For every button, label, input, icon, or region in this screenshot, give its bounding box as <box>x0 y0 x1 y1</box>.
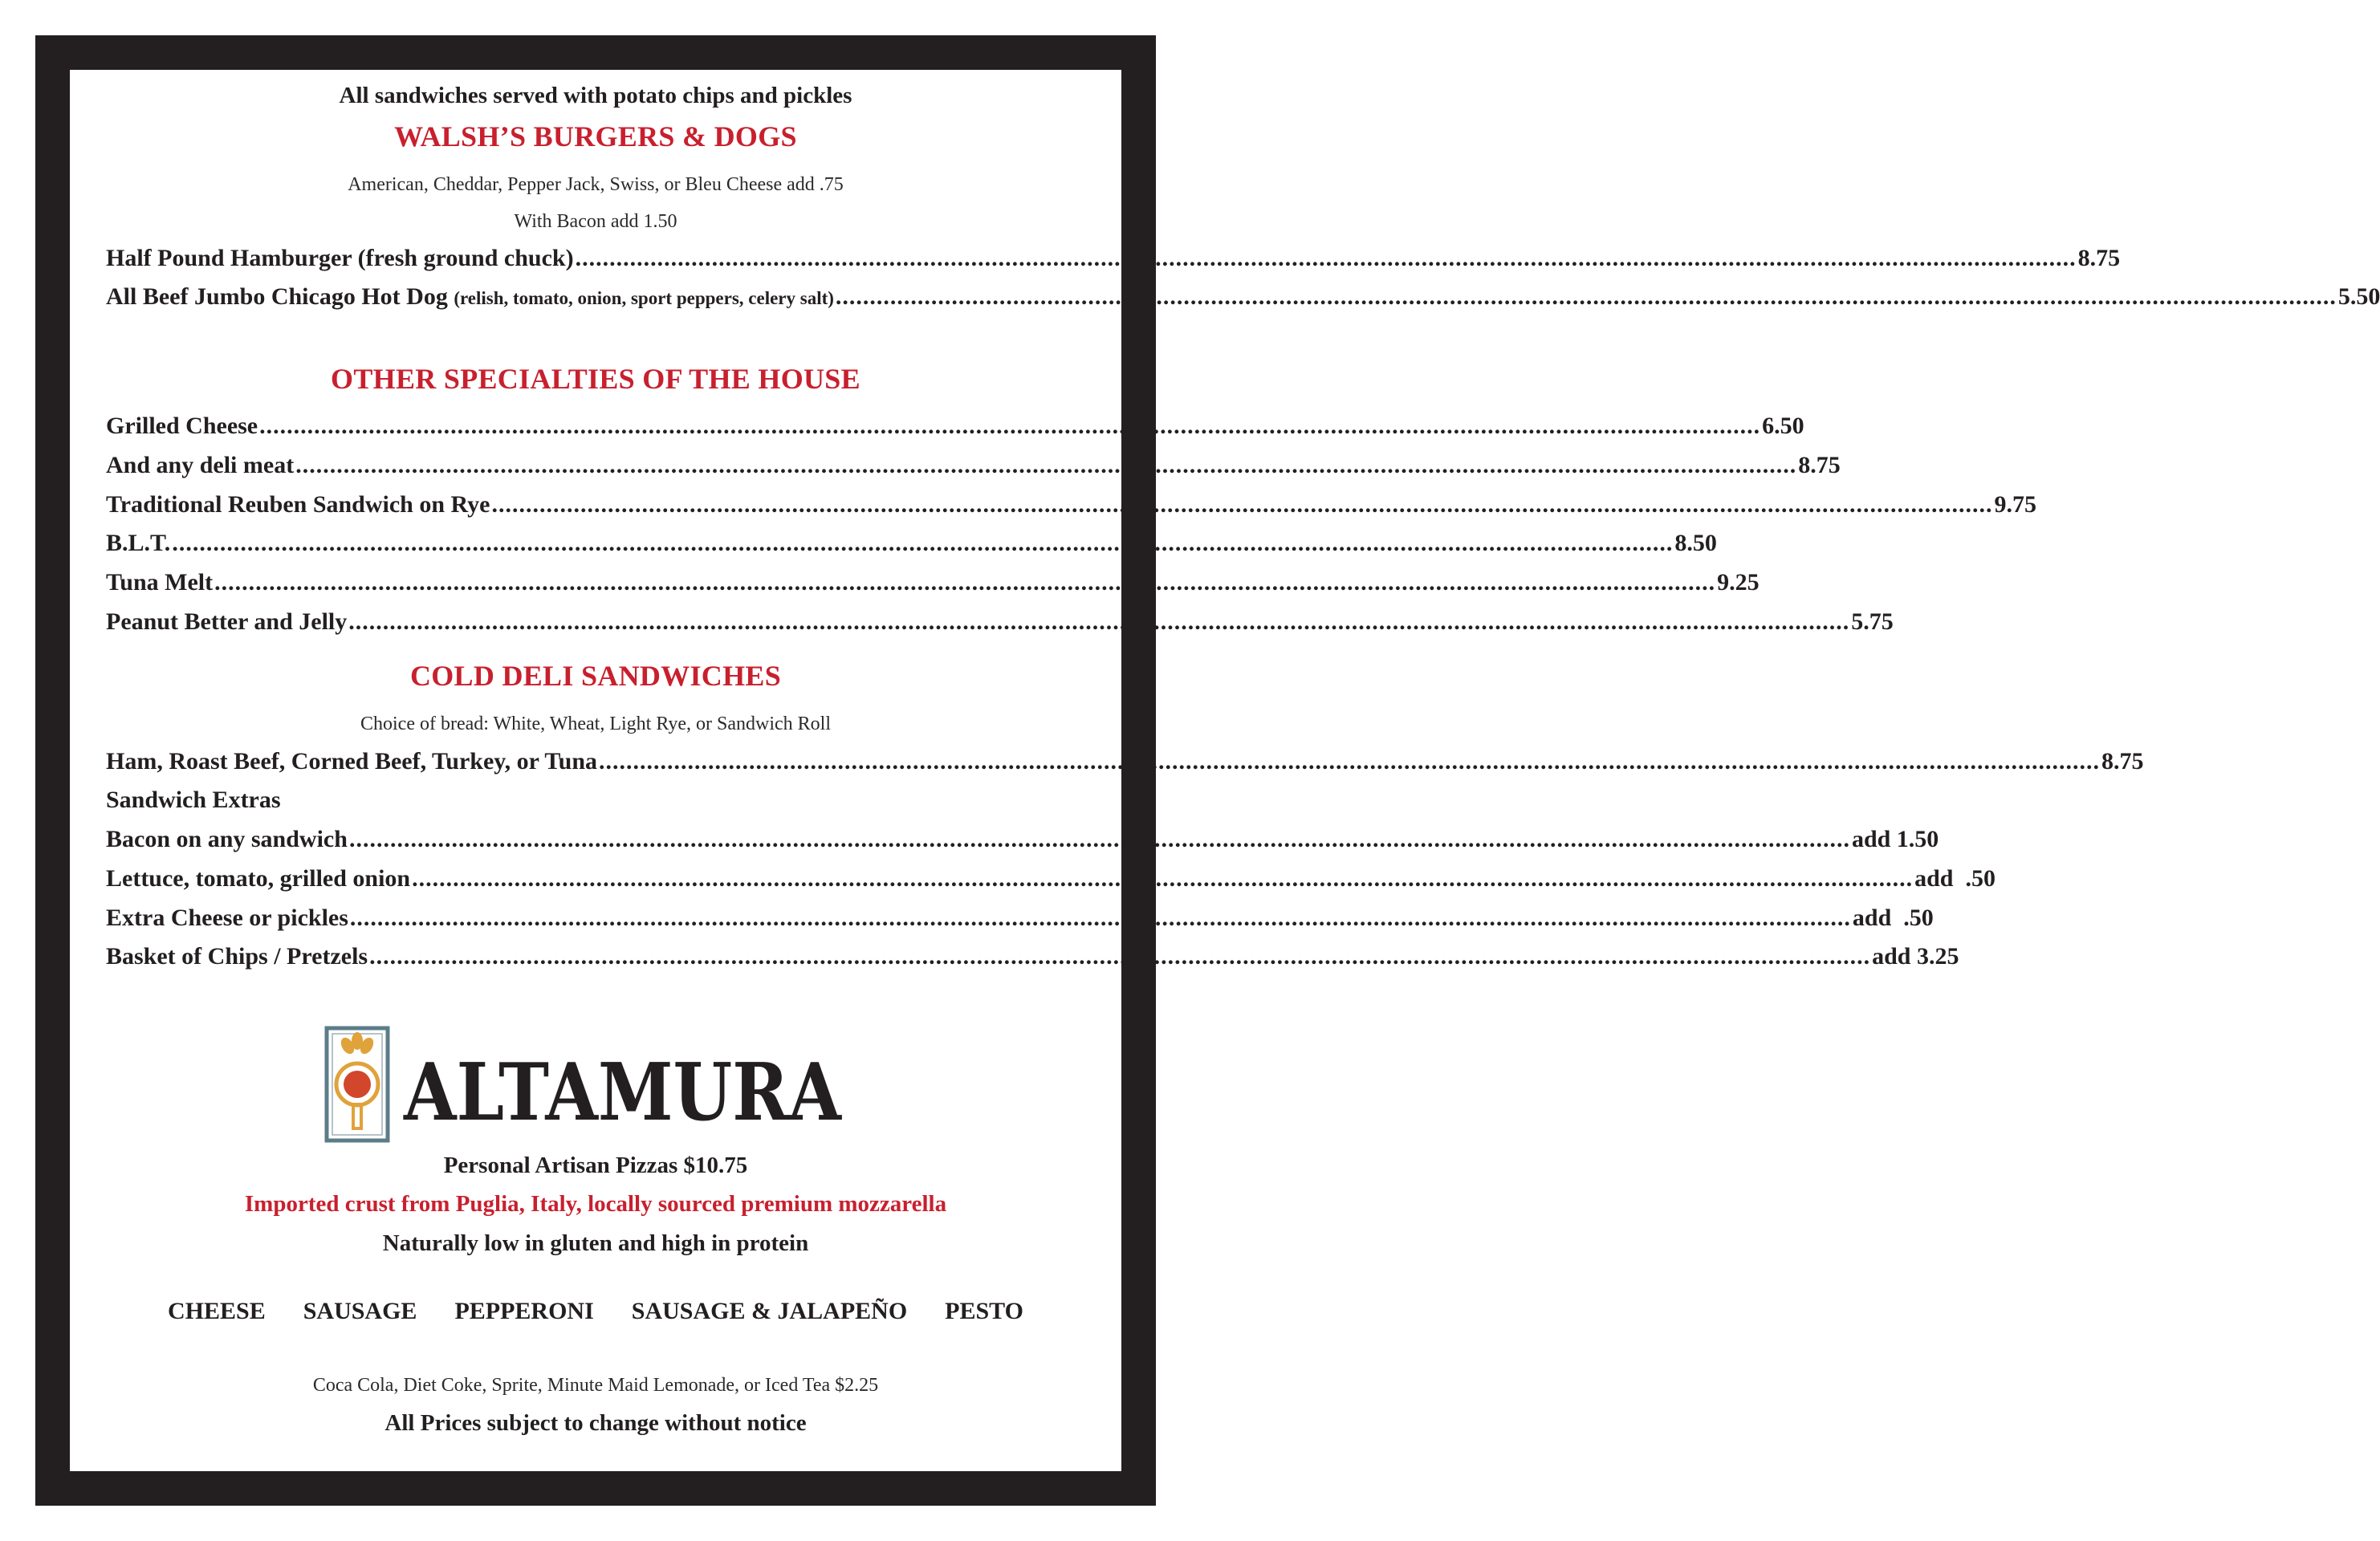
item-name: Basket of Chips / Pretzels <box>106 943 368 970</box>
item-price: 9.75 <box>1994 491 2036 518</box>
flavor-item: PESTO <box>945 1298 1023 1324</box>
item-name: Extra Cheese or pickles <box>106 905 348 931</box>
item-price: 5.75 <box>1851 608 1894 635</box>
item-detail: (relish, tomato, onion, sport peppers, celery salt) <box>454 288 834 308</box>
flavor-item: SAUSAGE & JALAPEÑO <box>631 1298 908 1324</box>
item-name: Tuna Melt <box>106 569 214 596</box>
leader-dots: ............................................................................................................................................................................................................................ <box>349 905 1851 931</box>
altamura-logo <box>323 1025 934 1145</box>
item-name: All Beef Jumbo Chicago Hot Dog <box>106 283 448 310</box>
section-title-specialties: OTHER SPECIALTIES OF THE HOUSE <box>331 363 860 395</box>
item-name: Traditional Reuben Sandwich on Rye <box>106 491 490 518</box>
flavor-item: CHEESE <box>168 1298 266 1324</box>
item-name: And any deli meat <box>106 452 295 478</box>
menu-item <box>106 413 1804 445</box>
menu-item <box>106 530 1717 562</box>
extras-label: Sandwich Extras <box>106 787 281 813</box>
leader-dots: ............................................................................................................................................................................................................................ <box>835 283 2337 310</box>
item-name: Bacon on any sandwich <box>106 826 348 852</box>
item-price: 9.25 <box>1717 569 1760 596</box>
pizza-gluten-line: Naturally low in gluten and high in protein <box>382 1230 809 1256</box>
menu-item <box>106 491 2036 523</box>
menu-item <box>106 283 2380 315</box>
drinks-line: Coca Cola, Diet Coke, Sprite, Minute Maid Lemonade, or Iced Tea $2.25 <box>312 1375 879 1396</box>
bacon-note: With Bacon add 1.50 <box>514 211 677 232</box>
cheese-note: American, Cheddar, Pepper Jack, Swiss, or Bleu Cheese add .75 <box>348 174 844 195</box>
flavor-item: SAUSAGE <box>303 1298 417 1324</box>
leader-dots: ............................................................................................................................................................................................................................ <box>599 748 2100 775</box>
leader-dots: ............................................................................................................................................................................................................................ <box>259 413 1761 439</box>
item-name: Peanut Better and Jelly <box>106 608 348 635</box>
item-price: 8.75 <box>2101 748 2144 775</box>
item-name: Lettuce, tomato, grilled onion <box>106 865 411 892</box>
menu-item <box>106 748 2144 780</box>
leader-dots: ............................................................................................................................................................................................................................ <box>348 608 1850 635</box>
item-price: 8.75 <box>1798 452 1841 478</box>
pizza-price-line: Personal Artisan Pizzas $10.75 <box>443 1153 748 1178</box>
item-price: 5.50 <box>2337 283 2380 310</box>
leader-dots: ............................................................................................................................................................................................................................ <box>172 530 1674 556</box>
item-name: Half Pound Hamburger (fresh ground chuck) <box>106 245 574 271</box>
item-name: Ham, Roast Beef, Corned Beef, Turkey, or Tuna <box>106 748 597 775</box>
brand-name: ALTAMURA <box>403 1047 843 1139</box>
menu-item <box>106 905 1934 937</box>
leader-dots: ............................................................................................................................................................................................................................ <box>295 452 1797 478</box>
leader-dots: ............................................................................................................................................................................................................................ <box>214 569 1716 596</box>
section-title-burgers: WALSH’S BURGERS & DOGS <box>394 120 797 152</box>
menu-item <box>106 943 1959 975</box>
menu-item <box>106 452 1841 484</box>
item-price: 8.50 <box>1674 530 1717 556</box>
menu-item <box>106 569 1760 601</box>
menu-item <box>106 245 2121 277</box>
item-price: add .50 <box>1852 905 1934 931</box>
item-price: add 1.50 <box>1851 826 1939 852</box>
menu-page <box>70 70 2380 1471</box>
bread-note: Choice of bread: White, Wheat, Light Rye, or Sandwich Roll <box>360 714 832 734</box>
flavor-item: PEPPERONI <box>454 1298 594 1324</box>
menu-item <box>106 826 1939 858</box>
item-name: Grilled Cheese <box>106 413 258 439</box>
leader-dots: ............................................................................................................................................................................................................................ <box>369 943 1871 970</box>
item-price: 8.75 <box>2077 245 2121 271</box>
pizza-crust-line: Imported crust from Puglia, Italy, locally sourced premium mozzarella <box>244 1191 947 1217</box>
leader-dots: ............................................................................................................................................................................................................................ <box>575 245 2077 271</box>
section-title-cold-deli: COLD DELI SANDWICHES <box>409 660 782 692</box>
altamura-wheat-logo-icon <box>323 1025 934 1145</box>
price-disclaimer: All Prices subject to change without notice <box>384 1410 807 1436</box>
intro-text: All sandwiches served with potato chips and pickles <box>339 83 852 108</box>
item-price: add .50 <box>1914 865 1996 892</box>
item-price: add 3.25 <box>1872 943 1959 970</box>
leader-dots: ............................................................................................................................................................................................................................ <box>491 491 1993 518</box>
leader-dots: ............................................................................................................................................................................................................................ <box>348 826 1850 852</box>
menu-item <box>106 865 1996 897</box>
item-name: B.L.T. <box>106 530 171 556</box>
leader-dots: ............................................................................................................................................................................................................................ <box>412 865 1914 892</box>
item-price: 6.50 <box>1762 413 1804 439</box>
menu-item <box>106 608 1894 640</box>
pizza-flavors <box>70 1298 1121 1325</box>
